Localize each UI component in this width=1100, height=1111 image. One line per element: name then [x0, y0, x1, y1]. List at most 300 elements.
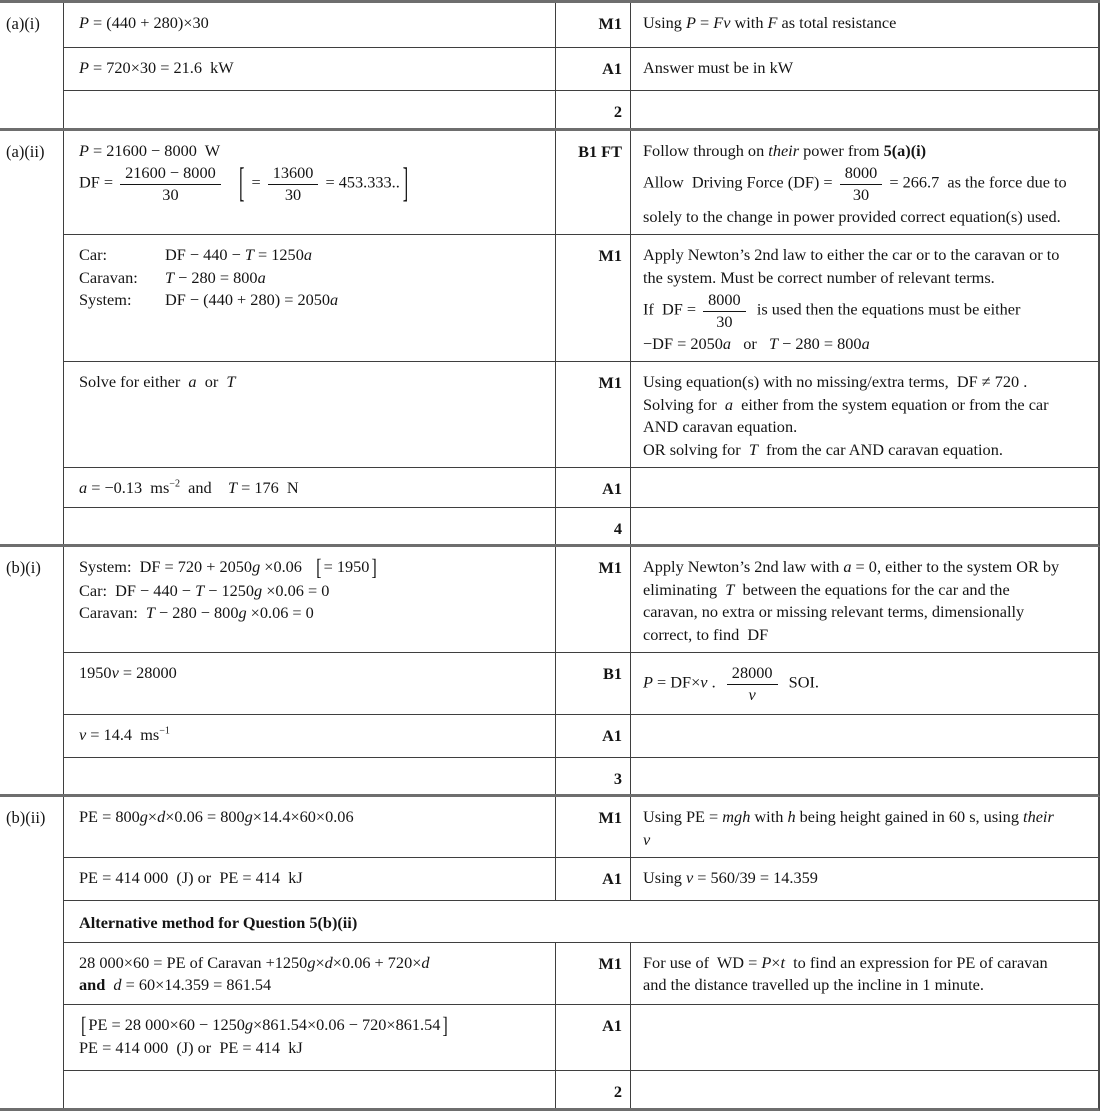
text-segment: from the car AND caravan equation. [757, 439, 1003, 459]
fraction-numerator [268, 164, 319, 184]
mark-row [64, 858, 1098, 901]
answer-cell [64, 1071, 556, 1108]
mark-cell [556, 508, 631, 544]
mark-cell [556, 547, 631, 652]
text-segment: g [244, 807, 253, 827]
guidance-cell [631, 362, 1098, 467]
text-segment: t [780, 952, 785, 972]
mark-row [64, 508, 1098, 544]
text-segment: Using PE = [643, 807, 723, 827]
part-label-column [0, 3, 64, 128]
mark-cell [556, 48, 631, 90]
mark-row [64, 715, 1098, 758]
text-segment: and [180, 478, 228, 498]
text-segment: = 176 N [237, 478, 299, 498]
text-segment: 28 000×60 = PE of Caravan +1250 [79, 952, 308, 972]
text-segment: For use of WD = [643, 952, 762, 972]
text-segment: − 280 = 800 [778, 333, 862, 353]
text-segment: ×0.06 = 0 [246, 603, 314, 623]
mark-label: 2 [613, 102, 622, 121]
text-segment: = 1950 [323, 557, 370, 577]
mark-cell [556, 1005, 631, 1070]
tall-bracket: ] [371, 553, 377, 582]
math-line [643, 556, 1090, 578]
text-segment: v [643, 829, 651, 849]
superscript-segment: −1 [159, 725, 170, 737]
mark-label: M1 [598, 373, 622, 393]
guidance-cell [631, 235, 1098, 361]
mark-cell [556, 468, 631, 507]
section-b-ii [0, 797, 1100, 1110]
text-segment: Allow Driving Force (DF) = [643, 172, 837, 192]
text-segment: solely to the change in power provided correct equation(s) used. [643, 206, 1061, 226]
math-line [79, 553, 545, 582]
mark-row [64, 1005, 1098, 1071]
math-line [79, 974, 545, 996]
math-line [79, 289, 545, 311]
text-segment: v [685, 868, 694, 888]
text-segment: PE = 414 000 (J) or PE = 414 kJ [79, 868, 303, 888]
answer-cell [64, 797, 556, 857]
text-segment: or [731, 333, 770, 353]
text-segment: 30 [852, 184, 870, 204]
fraction-denominator [268, 185, 319, 204]
math-line [643, 57, 1090, 79]
math-line [643, 439, 1090, 461]
guidance-cell [631, 547, 1098, 652]
text-segment: a [843, 557, 852, 577]
guidance-cell [631, 508, 1098, 544]
math-line [643, 267, 1090, 289]
text-segment: Apply Newton’s 2nd law with [643, 557, 844, 577]
text-segment: T [145, 603, 155, 623]
fraction-numerator [840, 164, 883, 184]
math-line [79, 267, 545, 289]
math-line [643, 662, 1090, 706]
part-label-column [0, 131, 64, 544]
mark-label: M1 [598, 558, 622, 578]
text-segment: T [226, 372, 236, 392]
math-line [643, 162, 1090, 206]
mark-label: 2 [613, 1081, 622, 1101]
text-segment: ×14.4×60×0.06 [252, 807, 354, 827]
mark-row [64, 468, 1098, 508]
answer-cell [64, 362, 556, 467]
text-segment: or [196, 372, 227, 392]
part-label: (b)(ii) [6, 808, 46, 828]
answer-cell [64, 758, 556, 794]
text-segment: = 60×14.359 = 861.54 [121, 975, 272, 995]
mark-label: A1 [602, 59, 622, 78]
tall-bracket: [ [238, 158, 245, 207]
guidance-cell [631, 131, 1098, 234]
guidance-cell [631, 1071, 1098, 1108]
math-line [643, 394, 1090, 416]
fraction [120, 164, 221, 204]
text-segment: ×861.54×0.06 − 720×861.54 [253, 1014, 441, 1034]
text-segment: = −0.13 ms [87, 478, 170, 498]
text-segment: T [748, 439, 758, 459]
section-a-ii [0, 131, 1100, 547]
mark-cell [556, 131, 631, 234]
fraction-denominator [727, 685, 778, 704]
text-segment: = 266.7 as the force due to [885, 172, 1067, 192]
section-rows [64, 547, 1098, 794]
math-line [79, 952, 545, 974]
mark-row [64, 235, 1098, 362]
text-segment: d [421, 952, 430, 972]
fraction-denominator [703, 312, 746, 331]
text-segment: Follow through on [643, 141, 769, 160]
mark-label: B1 [602, 664, 622, 684]
text-segment: System: DF = 720 + 2050 [79, 557, 253, 577]
math-line [643, 601, 1090, 623]
tall-bracket: [ [316, 553, 322, 582]
text-segment: OR solving for [643, 439, 749, 459]
mark-label: A1 [602, 479, 622, 499]
math-line [643, 829, 1090, 851]
guidance-cell [631, 943, 1098, 1004]
text-segment: = 0, either to the system OR by [851, 557, 1060, 577]
text-segment: v [700, 672, 708, 692]
fraction-numerator [120, 164, 221, 184]
math-line [79, 662, 545, 684]
math-line [643, 624, 1090, 646]
answer-cell [64, 235, 556, 361]
answer-cell [64, 468, 556, 507]
section-rows [64, 3, 1098, 128]
text-segment: T [165, 267, 175, 287]
text-segment: If DF = [643, 299, 701, 319]
math-line [643, 952, 1090, 974]
alt-method-header-row [64, 901, 1098, 942]
text-segment: d [157, 807, 166, 827]
section-a-i [0, 3, 1100, 131]
text-segment: g [307, 952, 316, 972]
text-segment: a [724, 394, 734, 414]
tall-bracket: ] [442, 1011, 448, 1039]
text-segment: DF − (440 + 280) = 2050 [165, 290, 331, 310]
mark-row [64, 943, 1098, 1005]
fraction-denominator [840, 185, 883, 204]
part-label-column [0, 797, 64, 1107]
text-segment: −DF = 2050 [643, 333, 723, 353]
mark-row [64, 91, 1098, 128]
text-segment: either from the system equation or from the car [733, 394, 1049, 414]
answer-cell [64, 653, 556, 714]
math-line [79, 57, 545, 79]
mark-row [64, 547, 1098, 653]
answer-cell [64, 508, 556, 544]
math-line [79, 602, 545, 624]
text-segment: with [750, 807, 788, 827]
tall-bracket: [ [81, 1011, 87, 1039]
text-segment: = 28000 [118, 663, 177, 683]
text-segment: between the equations for the car and the [734, 579, 1010, 599]
text-segment: Car: [79, 245, 108, 265]
text-segment: ×0.06 [260, 557, 315, 577]
math-line [643, 333, 1090, 355]
text-segment: SOI. [780, 672, 819, 692]
text-segment: 8000 [708, 290, 741, 310]
math-line [79, 12, 545, 34]
text-segment: DF − 440 − [165, 245, 245, 265]
mark-cell [556, 858, 631, 900]
text-segment: v [111, 663, 119, 683]
math-line [643, 579, 1090, 601]
text-segment: 28000 [731, 663, 773, 683]
guidance-cell [631, 91, 1098, 128]
fraction-numerator [727, 664, 778, 684]
text-segment: Answer must be in kW [643, 58, 794, 77]
text-segment: caravan, no extra or missing relevant terms, dimensionally [643, 602, 1025, 622]
guidance-cell [631, 1005, 1098, 1070]
mark-label: 4 [613, 519, 622, 539]
text-segment: × [315, 952, 325, 972]
text-segment: = 560/39 = 14.359 [693, 868, 818, 888]
fraction-denominator [120, 185, 221, 204]
text-segment: power from [799, 141, 884, 160]
guidance-cell [631, 758, 1098, 794]
text-segment: = 21600 − 8000 W [88, 141, 221, 160]
mark-cell [556, 653, 631, 714]
mark-cell [556, 1071, 631, 1108]
math-line [79, 244, 545, 266]
text-segment: = (440 + 280)×30 [88, 13, 209, 32]
mark-label: M1 [598, 808, 622, 828]
text-segment: T [195, 580, 205, 600]
text-segment: g [254, 580, 263, 600]
text-segment: 30 [284, 184, 302, 204]
text-segment: P [79, 13, 89, 32]
mark-cell [556, 797, 631, 857]
text-segment: v [748, 684, 756, 704]
math-line [79, 724, 545, 746]
text-segment: a [303, 245, 312, 265]
mark-row [64, 3, 1098, 48]
text-segment: . [707, 672, 724, 692]
mark-cell [556, 362, 631, 467]
text-segment: Fv [713, 13, 731, 32]
fraction-numerator [703, 291, 746, 311]
text-segment: PE = 800 [79, 807, 140, 827]
text-segment: − 280 = 800 [174, 267, 258, 287]
text-segment: = 14.4 ms [86, 725, 160, 745]
part-label: (b)(i) [6, 558, 41, 578]
text-segment: a [330, 290, 339, 310]
text-segment: 30 [162, 184, 179, 204]
mark-row [64, 362, 1098, 468]
text-segment: g [139, 807, 148, 827]
section-rows [64, 131, 1098, 544]
math-line [79, 580, 545, 602]
text-segment: Solve for either [79, 372, 189, 392]
text-segment: P [79, 58, 89, 77]
text-segment: − 1250 [204, 580, 255, 600]
fraction [268, 164, 319, 204]
mark-cell [556, 3, 631, 47]
text-segment: a [188, 372, 197, 392]
text-segment: Using [643, 13, 686, 32]
text-segment: DF = [79, 172, 118, 192]
text-segment: 5(a)(i) [883, 141, 927, 160]
text-segment: as total resistance [777, 13, 897, 32]
guidance-cell [631, 715, 1098, 757]
text-segment: a [722, 333, 732, 353]
text-segment: Solving for [643, 394, 725, 414]
mark-label: B1 FT [578, 142, 622, 161]
text-segment: g [244, 1014, 254, 1034]
math-line [643, 244, 1090, 266]
answer-cell [64, 91, 556, 128]
math-line [79, 158, 545, 207]
answer-cell [64, 715, 556, 757]
guidance-cell [631, 797, 1098, 857]
text-segment: and [79, 975, 114, 995]
text-segment: being height gained in 60 s, using [795, 807, 1024, 827]
text-segment: P [643, 672, 653, 692]
mark-row [64, 131, 1098, 235]
text-segment: a [861, 333, 870, 353]
mark-label: M1 [598, 953, 622, 973]
text-segment: Apply Newton’s 2nd law to either the car or to the caravan or to [643, 245, 1060, 265]
answer-cell [64, 48, 556, 90]
text-segment: Caravan: [79, 603, 146, 623]
text-segment: d [113, 975, 122, 995]
math-line [643, 289, 1090, 333]
math-line [643, 867, 1090, 889]
text-segment: P [761, 952, 772, 972]
text-segment: ×0.06 = 0 [262, 580, 330, 600]
text-segment: ×0.06 = 800 [165, 807, 245, 827]
answer-cell [64, 131, 556, 234]
guidance-cell [631, 858, 1098, 900]
section-rows [64, 797, 1098, 1107]
math-line [643, 974, 1090, 996]
mark-label: M1 [598, 246, 622, 266]
text-segment: and the distance travelled up the incline in 1 minute. [643, 975, 984, 995]
mark-label: 3 [613, 769, 622, 789]
mark-cell [556, 943, 631, 1004]
text-segment: g [238, 603, 247, 623]
text-segment: a [257, 267, 266, 287]
math-line [643, 371, 1090, 393]
math-line [79, 371, 545, 393]
text-segment: Caravan: [79, 267, 138, 287]
text-segment: P [79, 141, 89, 160]
text-segment [224, 173, 236, 192]
superscript-segment: −2 [169, 478, 181, 490]
text-segment: P [685, 13, 696, 32]
mark-cell [556, 758, 631, 794]
fraction [703, 291, 746, 331]
text-segment: PE = 28 000×60 − 1250 [88, 1014, 245, 1034]
mark-row [64, 48, 1098, 91]
text-segment: d [324, 952, 333, 972]
mark-label: M1 [598, 14, 622, 33]
text-segment: 30 [716, 311, 733, 331]
fraction [727, 664, 778, 704]
answer-cell [64, 547, 556, 652]
text-segment: = 453.333.. [321, 172, 400, 192]
part-label-column [0, 547, 64, 794]
text-segment: × [147, 807, 158, 827]
text-segment: eliminating [643, 579, 726, 599]
answer-cell [64, 858, 556, 900]
math-line [643, 806, 1090, 828]
text-segment: = DF× [652, 672, 701, 692]
section-b-i [0, 547, 1100, 797]
text-segment: = 720×30 = 21.6 kW [88, 58, 234, 77]
answer-cell [64, 943, 556, 1004]
mark-row [64, 758, 1098, 794]
alt-method-header: Alternative method for Question 5(b)(ii) [79, 913, 358, 933]
text-segment: AND caravan equation. [643, 417, 798, 437]
mark-label: A1 [602, 869, 622, 889]
text-segment: is used then the equations must be either [748, 299, 1021, 319]
text-segment: 21600 − 8000 [125, 163, 216, 183]
text-segment: their [768, 141, 800, 160]
mark-cell [556, 91, 631, 128]
mark-label: A1 [602, 726, 622, 746]
math-line [79, 867, 545, 889]
text-segment: = 1250 [253, 245, 304, 265]
math-line [643, 12, 1090, 34]
text-segment: T [244, 245, 254, 265]
mark-label: A1 [602, 1015, 622, 1035]
mark-row [64, 797, 1098, 858]
text-segment: a [79, 478, 88, 498]
math-line [79, 1011, 545, 1039]
text-segment: − 280 − 800 [154, 603, 239, 623]
math-line [79, 806, 545, 828]
fraction [840, 164, 883, 204]
text-segment: PE = 414 000 (J) or PE = 414 kJ [79, 1038, 303, 1058]
text-segment: their [1023, 807, 1054, 827]
guidance-cell [631, 48, 1098, 90]
text-segment: ×0.06 + 720× [332, 952, 422, 972]
text-segment: to find an expression for PE of caravan [785, 952, 1048, 972]
math-line [643, 206, 1090, 228]
text-segment: 8000 [844, 163, 878, 183]
text-segment: correct, to find DF [643, 624, 769, 644]
text-segment: = [247, 172, 265, 192]
text-segment: System: [79, 290, 132, 310]
math-line [79, 1037, 545, 1059]
mark-row [64, 653, 1098, 715]
text-segment: 1950 [79, 663, 112, 683]
mark-row [64, 1071, 1098, 1108]
text-segment: g [252, 557, 261, 577]
math-line [79, 140, 545, 162]
text-segment: the system. Must be correct number of relevant terms. [643, 267, 995, 287]
tall-bracket: ] [402, 158, 409, 207]
answer-cell [64, 1005, 556, 1070]
text-segment: with [730, 13, 768, 32]
text-segment: T [725, 579, 735, 599]
guidance-cell [631, 468, 1098, 507]
text-segment: T [769, 333, 779, 353]
part-label: (a)(i) [6, 14, 40, 33]
math-line [643, 416, 1090, 438]
part-label: (a)(ii) [6, 142, 45, 161]
guidance-cell [631, 653, 1098, 714]
text-segment: mgh [722, 807, 751, 827]
mark-cell [556, 235, 631, 361]
math-line [643, 140, 1090, 162]
guidance-cell [631, 3, 1098, 47]
math-line [79, 477, 545, 499]
